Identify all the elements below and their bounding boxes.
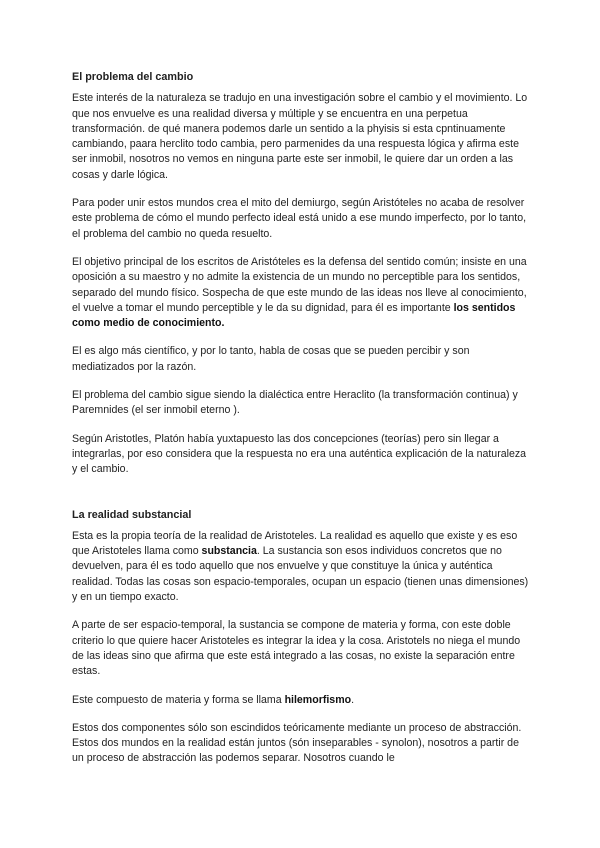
- bold-phrase: los sentidos como medio de conocimiento.: [72, 301, 516, 330]
- paragraph: Según Aristotles, Platón había yuxtapuesto las dos concepciones (teorías) pero sin llegar a integrarlas, por eso considera que la respuesta no era una auténtica explicación de la naturaleza y el cambio.: [72, 432, 527, 476]
- paragraph: Estos dos componentes sólo son escindidos teóricamente mediante un proceso de abstracción. Estos dos mundos en la realidad están juntos (són inseparables - synolon), nosotros a partir de un proceso de abstracción las podemos separar. Nosotros cuando le: [72, 721, 522, 765]
- paragraph-text: Esta es la propia teoría de la realidad de Aristoteles. La realidad es aquello que existe y es eso que Aristoteles llama como: [72, 529, 518, 558]
- paragraph: El es algo más científico, y por lo tanto, habla de cosas que se pueden percibir y son mediatizados por la razón.: [72, 345, 470, 373]
- paragraph-text: Este compuesto de materia y forma se llama: [72, 693, 285, 706]
- paragraph: Este interés de la naturaleza se tradujo en una investigación sobre el cambio y el movimiento. Lo que nos envuelve es una realidad diversa y múltiple y se encuentra en una perpetua transformación. de qué manera podemos darle un sentido a la phyisis si esta cpntinuamente cambiando, paara herclito todo cambia, pero parmenides da una respuesta lógica y afirma este ser inmobil, nosotros no vemos en ninguna parte este ser inmobil, le quiere dar un orden a las cosas y darle lógica.: [72, 92, 528, 181]
- paragraph-text: .: [351, 693, 355, 706]
- paragraph: [72, 255, 530, 331]
- paragraph-text: . La sustancia son esos individuos concretos que no devuelven, para él es todo aquello que nos envuelve y que constituye la única y auténtica realidad. Todas las cosas son espacio-temporales, ocupan un espacio (tienen unas dimensiones) y en un tiempo exacto.: [72, 545, 529, 604]
- paragraph-text: El objetivo principal de los escritos de Aristóteles es la defensa del sentido común; insiste en una oposición a su maestro y no admite la existencia de un mundo no perceptible para los sentidos, separado del mundo físico. Sospecha de que este mundo de las ideas nos lleve al conocimiento, el vuelve a tomar el mundo perceptible y le da su dignidad, para él es importante: [72, 255, 527, 314]
- paragraph: Para poder unir estos mundos crea el mito del demiurgo, según Aristóteles no acaba de resolver este problema de cómo el mundo perfecto ideal está unido a ese mundo imperfecto, por lo tanto, el problema del cambio no queda resuelto.: [72, 197, 527, 240]
- section-spacer: [72, 491, 530, 508]
- section-heading-cambio: El problema del cambio: [72, 71, 194, 83]
- paragraph: [72, 529, 530, 605]
- paragraph: A parte de ser espacio-temporal, la sustancia se compone de materia y forma, con este doble criterio lo que quiere hacer Aristoteles es integrar la idea y la cosa. Aristotels no niega el mundo de las ideas sino que afirma que este está integrado a las cosas, no existe la separación entre estas.: [72, 619, 521, 678]
- section-heading-realidad: La realidad substancial: [72, 508, 192, 521]
- bold-term: hilemorfismo: [284, 693, 352, 706]
- paragraph: [72, 693, 530, 708]
- paragraph: El problema del cambio sigue siendo la dialéctica entre Heraclito (la transformación continua) y Paremnides (el ser inmobil eterno ).: [72, 389, 518, 417]
- bold-term: substancia: [201, 545, 257, 558]
